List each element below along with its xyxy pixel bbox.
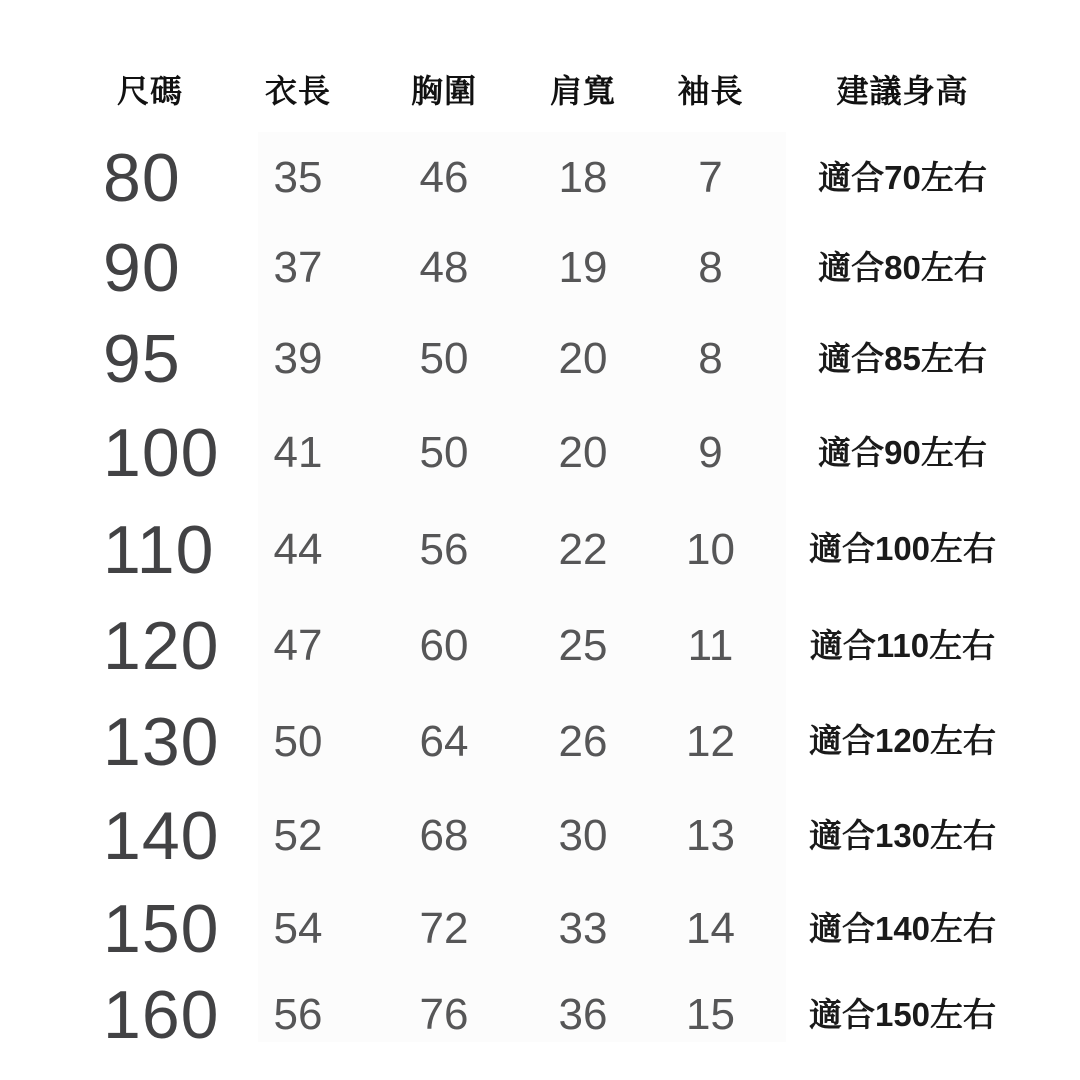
size-cell: 160 bbox=[103, 977, 220, 1053]
height-suggestion-cell: 適合100左右 bbox=[808, 530, 997, 568]
shoulder-width-cell: 36 bbox=[558, 990, 608, 1039]
shoulder-width-cell: 25 bbox=[558, 621, 608, 670]
height-suggestion-cell: 適合150左右 bbox=[808, 995, 997, 1033]
table-row bbox=[0, 883, 1080, 975]
shoulder-width-cell: 20 bbox=[558, 334, 608, 383]
clothes-length-cell: 35 bbox=[273, 153, 323, 202]
shoulder-width-cell: 30 bbox=[558, 811, 608, 860]
chest-cell: 50 bbox=[419, 428, 469, 477]
table-row bbox=[0, 223, 1080, 313]
size-cell: 110 bbox=[103, 511, 215, 588]
sleeve-length-cell: 7 bbox=[698, 153, 723, 202]
clothes-length-cell: 47 bbox=[273, 621, 323, 670]
table-row bbox=[0, 694, 1080, 789]
table-body bbox=[0, 133, 1080, 1055]
sleeve-length-cell: 12 bbox=[686, 716, 735, 766]
chest-cell: 68 bbox=[419, 811, 469, 860]
sleeve-length-cell: 8 bbox=[698, 334, 723, 383]
chest-cell: 72 bbox=[419, 904, 469, 953]
chest-cell: 76 bbox=[419, 990, 469, 1039]
clothes-length-cell: 41 bbox=[273, 428, 323, 477]
height-suggestion-cell: 適合140左右 bbox=[808, 909, 997, 947]
height-suggestion-cell: 適合85左右 bbox=[818, 339, 987, 377]
chest-cell: 50 bbox=[419, 334, 469, 383]
size-cell: 130 bbox=[103, 703, 220, 780]
size-cell: 120 bbox=[103, 608, 220, 684]
height-suggestion-cell: 適合110左右 bbox=[809, 626, 996, 664]
column-header: 袖長 bbox=[677, 73, 744, 109]
table-row bbox=[0, 501, 1080, 598]
size-cell: 150 bbox=[103, 891, 220, 967]
chest-cell: 48 bbox=[419, 243, 469, 292]
chest-cell: 64 bbox=[419, 716, 469, 766]
chest-cell: 56 bbox=[419, 524, 469, 574]
shoulder-width-cell: 19 bbox=[558, 243, 608, 292]
shoulder-width-cell: 33 bbox=[558, 904, 608, 953]
sleeve-length-cell: 9 bbox=[698, 428, 723, 477]
height-suggestion-cell: 適合70左右 bbox=[818, 158, 987, 196]
header-row bbox=[0, 0, 1080, 133]
sleeve-length-cell: 10 bbox=[686, 524, 735, 574]
size-cell: 100 bbox=[103, 415, 220, 491]
table-row bbox=[0, 975, 1080, 1055]
table-row bbox=[0, 313, 1080, 405]
chest-cell: 46 bbox=[419, 153, 469, 202]
sleeve-length-cell: 15 bbox=[686, 990, 735, 1039]
table-row bbox=[0, 405, 1080, 501]
height-suggestion-cell: 適合80左右 bbox=[818, 248, 987, 286]
size-cell: 95 bbox=[103, 321, 181, 397]
column-header: 尺碼 bbox=[116, 73, 183, 109]
height-suggestion-cell: 適合90左右 bbox=[818, 433, 987, 471]
sleeve-length-cell: 8 bbox=[698, 243, 723, 292]
sleeve-length-cell: 14 bbox=[686, 904, 735, 953]
sleeve-length-cell: 13 bbox=[686, 811, 735, 860]
column-header: 衣長 bbox=[264, 73, 331, 109]
size-cell: 140 bbox=[103, 798, 220, 874]
clothes-length-cell: 39 bbox=[273, 334, 323, 383]
clothes-length-cell: 37 bbox=[273, 243, 323, 292]
column-header: 胸圍 bbox=[410, 73, 477, 109]
size-cell: 80 bbox=[103, 140, 181, 216]
clothes-length-cell: 44 bbox=[273, 524, 323, 574]
sleeve-length-cell: 11 bbox=[687, 621, 734, 670]
table-row bbox=[0, 789, 1080, 883]
size-cell: 90 bbox=[103, 230, 181, 306]
column-header: 肩寬 bbox=[549, 73, 616, 109]
clothes-length-cell: 50 bbox=[273, 716, 323, 766]
clothes-length-cell: 56 bbox=[273, 990, 323, 1039]
shoulder-width-cell: 26 bbox=[558, 716, 608, 766]
height-suggestion-cell: 適合120左右 bbox=[808, 722, 997, 760]
height-suggestion-cell: 適合130左右 bbox=[808, 816, 997, 854]
chest-cell: 60 bbox=[419, 621, 469, 670]
column-header: 建議身高 bbox=[836, 73, 969, 109]
shoulder-width-cell: 20 bbox=[558, 428, 608, 477]
table-row bbox=[0, 133, 1080, 223]
table-row bbox=[0, 598, 1080, 694]
shoulder-width-cell: 18 bbox=[558, 153, 608, 202]
clothes-length-cell: 52 bbox=[273, 811, 323, 860]
shoulder-width-cell: 22 bbox=[558, 524, 608, 574]
clothes-length-cell: 54 bbox=[273, 904, 323, 953]
